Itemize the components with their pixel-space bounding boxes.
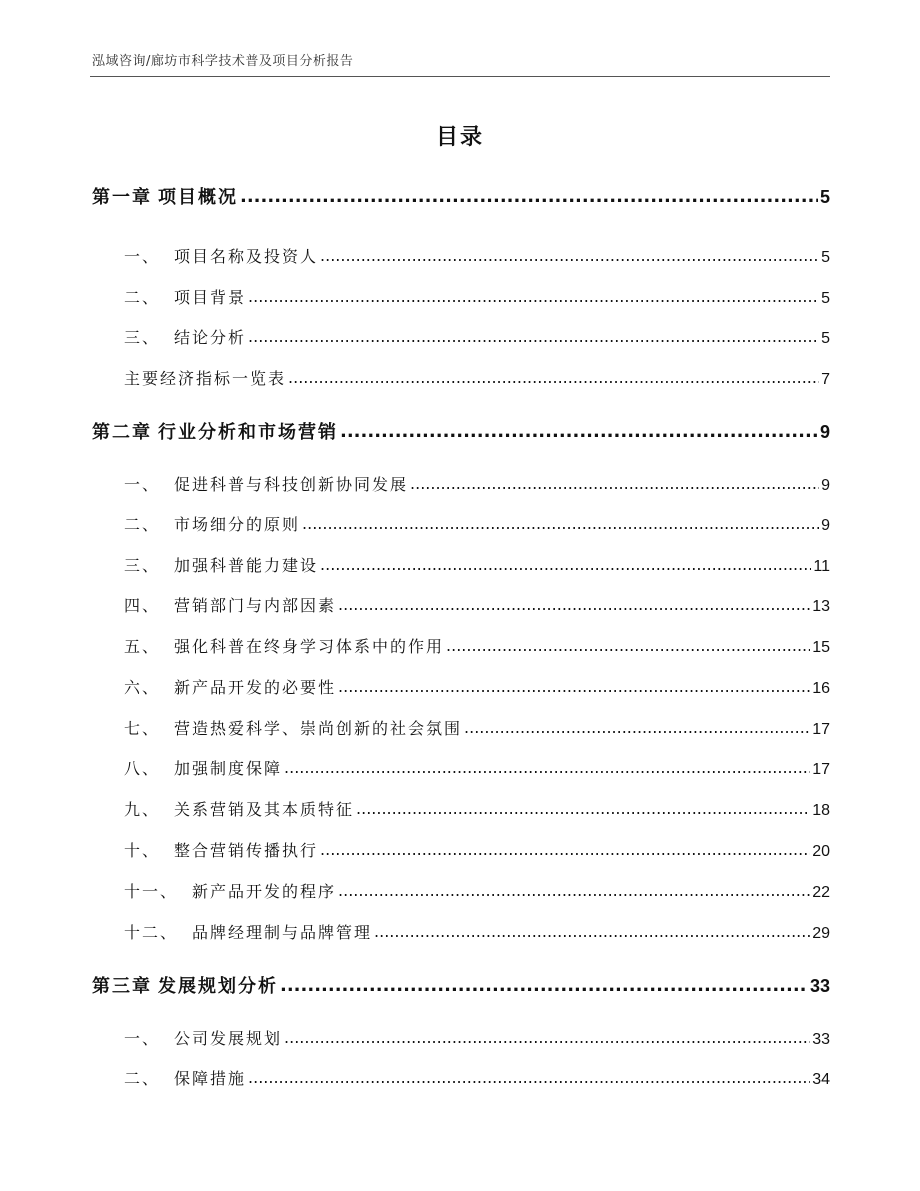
- toc-entry-label: [124, 366, 286, 389]
- toc-page-number: 9: [821, 517, 830, 534]
- toc-entry-label: [124, 838, 318, 861]
- toc-chapter-entry[interactable]: [92, 972, 830, 998]
- toc-entry-text: 营造热爱科学、崇尚创新的社会氛围: [174, 719, 463, 738]
- toc-page-number: 16: [812, 680, 830, 697]
- toc-entry-number: 二、: [124, 1069, 161, 1088]
- toc-leader-dots: [338, 595, 810, 614]
- toc-entry-number: 一、: [124, 475, 161, 494]
- toc-leader-dots: [320, 246, 819, 265]
- toc-entry-number: 第一章: [92, 187, 152, 208]
- toc-entry-text: 营销部门与内部因素: [174, 596, 337, 615]
- toc-entry-label: [124, 797, 354, 820]
- toc-entry-text: 关系营销及其本质特征: [174, 800, 355, 819]
- toc-page-number: 20: [812, 843, 830, 860]
- toc-entry-label: [92, 183, 238, 209]
- toc-entry-number: 四、: [124, 596, 161, 615]
- toc-entry-number: 第三章: [92, 976, 152, 997]
- toc-chapter-entry[interactable]: [92, 418, 830, 444]
- header-divider: [90, 76, 830, 77]
- toc-section-entry[interactable]: [124, 675, 830, 698]
- toc-entry-number: 五、: [124, 637, 161, 656]
- toc-page-number: 18: [812, 802, 830, 819]
- toc-page-number: 5: [821, 249, 830, 266]
- toc-section-entry[interactable]: [124, 366, 830, 389]
- toc-page-number: 9: [821, 477, 830, 494]
- toc-entry-text: 强化科普在终身学习体系中的作用: [174, 637, 445, 656]
- toc-section-entry[interactable]: [124, 593, 830, 616]
- toc-entry-label: [124, 756, 282, 779]
- toc-leader-dots: [374, 922, 810, 941]
- toc-entry-text: 整合营销传播执行: [174, 841, 319, 860]
- toc-entry-number: 三、: [124, 556, 161, 575]
- toc-section-entry[interactable]: [124, 1026, 830, 1049]
- toc-entry-label: [124, 244, 318, 267]
- toc-entry-text: 加强制度保障: [174, 759, 283, 778]
- toc-leader-dots: [320, 555, 811, 574]
- page-header: 泓域咨询/廊坊市科学技术普及项目分析报告: [92, 54, 354, 69]
- toc-page-number: 5: [819, 187, 830, 207]
- toc-entry-text: 新产品开发的程序: [192, 882, 337, 901]
- toc-page-number: 5: [821, 330, 830, 347]
- toc-section-entry[interactable]: [124, 920, 830, 943]
- toc-entry-number: 八、: [124, 759, 161, 778]
- toc-entry-number: 六、: [124, 678, 161, 697]
- toc-entry-number: 一、: [124, 1029, 161, 1048]
- toc-section-entry[interactable]: [124, 1066, 830, 1089]
- toc-entry-label: [124, 472, 408, 495]
- toc-entry-number: 三、: [124, 328, 161, 347]
- toc-section-entry[interactable]: [124, 553, 830, 576]
- toc-section-entry[interactable]: [124, 472, 830, 495]
- toc-entry-label: [124, 553, 318, 576]
- toc-section-entry[interactable]: [124, 797, 830, 820]
- toc-section-entry[interactable]: [124, 285, 830, 308]
- toc-entry-number: 一、: [124, 247, 161, 266]
- toc-entry-label: [92, 418, 338, 444]
- toc-entry-number: 十二、: [124, 923, 179, 942]
- toc-entry-text: 新产品开发的必要性: [174, 678, 337, 697]
- toc-entry-text: 发展规划分析: [158, 976, 278, 997]
- toc-page-number: 5: [821, 290, 830, 307]
- toc-section-entry[interactable]: [124, 838, 830, 861]
- toc-section-entry[interactable]: [124, 634, 830, 657]
- toc-leader-dots: [356, 799, 810, 818]
- toc-leader-dots: [340, 421, 818, 442]
- toc-entry-text: 项目背景: [174, 288, 247, 307]
- toc-leader-dots: [338, 677, 810, 696]
- toc-leader-dots: [240, 186, 818, 207]
- toc-page-number: 29: [812, 925, 830, 942]
- toc-leader-dots: [248, 1068, 810, 1087]
- toc-entry-text: 市场细分的原则: [174, 515, 301, 534]
- toc-leader-dots: [248, 287, 819, 306]
- toc-entry-text: 公司发展规划: [174, 1029, 283, 1048]
- toc-entry-label: [124, 285, 246, 308]
- toc-entry-number: 二、: [124, 288, 161, 307]
- toc-section-entry[interactable]: [124, 325, 830, 348]
- toc-page-number: 34: [812, 1071, 830, 1088]
- toc-entry-label: [124, 634, 444, 657]
- toc-page-number: 9: [819, 422, 830, 442]
- toc-page-number: 15: [812, 639, 830, 656]
- toc-entry-text: 保障措施: [174, 1069, 247, 1088]
- toc-entry-label: [124, 593, 336, 616]
- toc-page-number: 7: [821, 371, 830, 388]
- toc-leader-dots: [338, 881, 810, 900]
- toc-page-number: 17: [812, 721, 830, 738]
- toc-entry-text: 主要经济指标一览表: [124, 369, 287, 388]
- toc-leader-dots: [284, 1028, 810, 1047]
- toc-entry-text: 促进科普与科技创新协同发展: [174, 475, 409, 494]
- toc-leader-dots: [320, 840, 810, 859]
- toc-page-number: 33: [812, 1031, 830, 1048]
- toc-entry-label: [124, 512, 300, 535]
- toc-leader-dots: [284, 758, 810, 777]
- toc-entry-label: [124, 1066, 246, 1089]
- toc-section-entry[interactable]: [124, 244, 830, 267]
- toc-page-number: 17: [812, 761, 830, 778]
- toc-entry-text: 加强科普能力建设: [174, 556, 319, 575]
- toc-entry-text: 品牌经理制与品牌管理: [192, 923, 373, 942]
- toc-entry-number: 第二章: [92, 422, 152, 443]
- toc-entry-text: 项目名称及投资人: [174, 247, 319, 266]
- toc-entry-number: 九、: [124, 800, 161, 819]
- toc-leader-dots: [288, 368, 819, 387]
- toc-leader-dots: [302, 514, 819, 533]
- toc-entry-label: [124, 1026, 282, 1049]
- toc-page-number: 11: [813, 558, 830, 575]
- toc-entry-number: 二、: [124, 515, 161, 534]
- toc-title: 目录: [435, 125, 484, 150]
- toc-entry-number: 十、: [124, 841, 161, 860]
- toc-entry-number: 七、: [124, 719, 161, 738]
- toc-entry-label: [124, 675, 336, 698]
- toc-page-number: 33: [809, 976, 830, 996]
- toc-page-number: 13: [812, 598, 830, 615]
- toc-leader-dots: [410, 474, 819, 493]
- toc-leader-dots: [280, 975, 808, 996]
- toc-entry-text: 结论分析: [174, 328, 247, 347]
- toc-leader-dots: [446, 636, 810, 655]
- toc-entry-text: 行业分析和市场营销: [158, 422, 338, 443]
- toc-chapter-entry[interactable]: [92, 183, 830, 209]
- toc-section-entry[interactable]: [124, 879, 830, 902]
- toc-section-entry[interactable]: [124, 756, 830, 779]
- toc-section-entry[interactable]: [124, 716, 830, 739]
- toc-entry-label: [124, 879, 336, 902]
- toc-entry-label: [124, 716, 462, 739]
- toc-entry-text: 项目概况: [158, 187, 238, 208]
- toc-entry-label: [92, 972, 278, 998]
- toc-entry-label: [124, 920, 372, 943]
- toc-entry-label: [124, 325, 246, 348]
- toc-page-number: 22: [812, 884, 830, 901]
- toc-leader-dots: [248, 327, 819, 346]
- toc-section-entry[interactable]: [124, 512, 830, 535]
- toc-leader-dots: [464, 718, 810, 737]
- toc-entry-number: 十一、: [124, 882, 179, 901]
